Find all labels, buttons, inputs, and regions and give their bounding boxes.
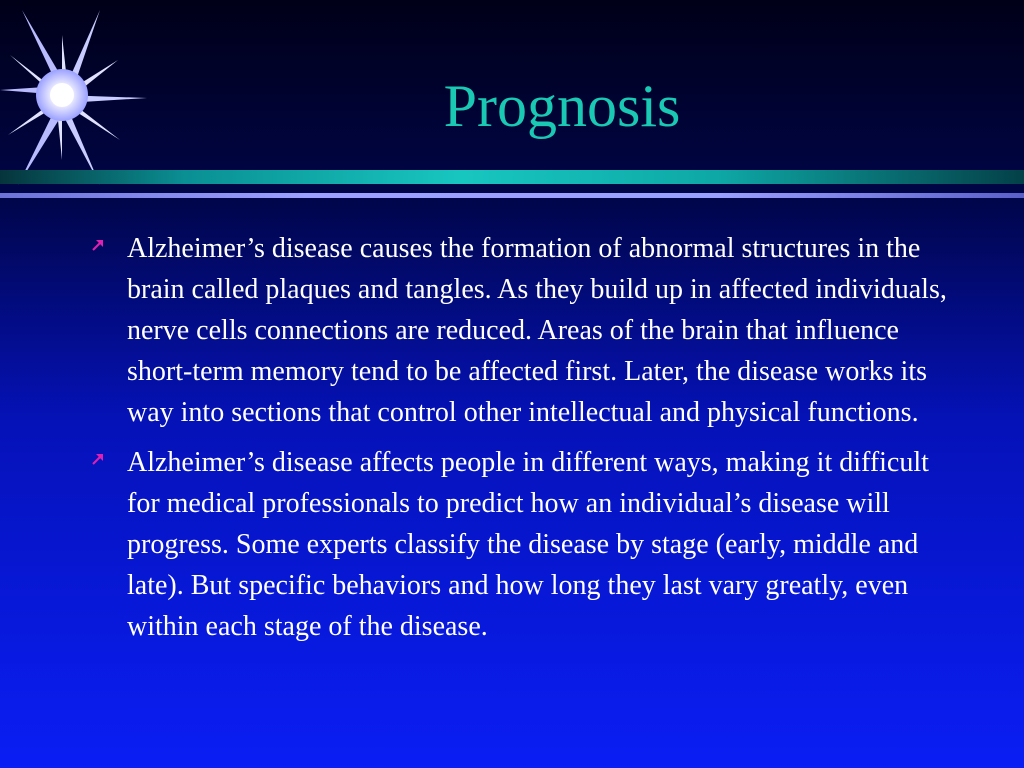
diagonal-arrow-icon	[90, 451, 106, 467]
title-divider-teal	[0, 170, 1024, 184]
bullet-list	[90, 228, 950, 656]
bullet-text: Alzheimer’s disease causes the formation of abnormal structures in the brain called plaques and tangles. As they build up in affected individuals, nerve cells connections are reduced. Areas of the brain that influence short-term memory tend to be affected first. Later, the disease works its way into sections that control other intellectual and physical functions.	[127, 233, 947, 428]
title-divider-lavender	[0, 193, 1024, 198]
starburst-icon	[0, 0, 150, 190]
bullet-item	[90, 442, 950, 647]
bullet-item	[90, 228, 950, 433]
slide-title: Prognosis	[443, 73, 681, 139]
bullet-text: Alzheimer’s disease affects people in different ways, making it difficult for medical professionals to predict how an individual’s disease will progress. Some experts classify the disease by stage (early, middle and late). But specific behaviors and how long they last vary greatly, even within each stage of the disease.	[127, 447, 929, 642]
diagonal-arrow-icon	[90, 237, 106, 253]
